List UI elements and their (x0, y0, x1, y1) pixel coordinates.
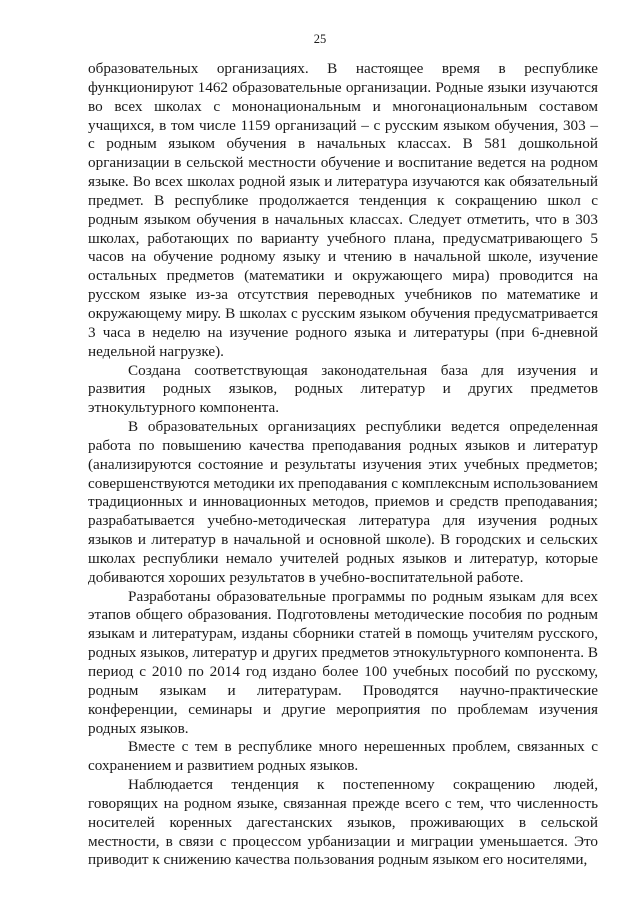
paragraph-teaching-quality: В образовательных организациях республики ведется определенная работа по повышению качества преподавания родных языков и литератур (анализируются состояние и результаты изучения этих учебных предметов; совершенствуются методики их преподавания с комплексным использованием традиционных и инновационных методов, приемов и средств преподавания; разрабатывается учебно-методическая литература для изучения родных языков и литератур в начальной и основной школе). В городских и сельских школах республики немало учителей родных языков и литератур, которые добиваются хороших результатов в учебно-воспитательной работе. (88, 418, 598, 586)
paragraph-educational-programs: Разработаны образовательные программы по родным языкам для всех этапов общего образования. Подготовлены методические пособия по родным языкам и литературам, изданы сборники статей в помощь учителям русского, родных языков, литератур и других предметов этнокультурного компонента. В период с 2010 по 2014 год издано более 100 учебных пособий по русскому, родным языкам и литературам. Проводятся научно-практические конференции, семинары и другие мероприятия по проблемам изучения родных языков. (88, 587, 598, 737)
page-number: 25 (313, 32, 327, 46)
paragraph-continued: образовательных организациях. В настоящее время в республике функционируют 1462 образовательные организации. Родные языки изучаются во всех школах с мононациональным и многонациональным составом учащихся, в том числе 1159 организаций – с русским языком обучения, 303 – с родным языком обучения в начальных классах. В 581 дошкольной организации в сельской местности обучение и воспитание ведется на родном языке. Во всех школах родной язык и литература изучаются как обязательный предмет. В республике продолжается тенденция к сокращению школ с родным языком обучения в начальных классах. Следует отметить, что в 303 школах, работающих по варианту учебного плана, предусматривающего 5 часов на обучение родному языку и чтению в начальной школе, изучение остальных предметов (математики и окружающего мира) проводится на русском языке из-за отсутствия переводных учебников по математике и окружающему миру. В школах с русским языком обучения предусматривается 3 часа в неделю на изучение родного языка и литературы (при 6-дневной недельной нагрузке). (88, 60, 598, 360)
paragraph-legislative-base: Создана соответствующая законодательная база для изучения и развития родных языков, родных литератур и других предметов этнокультурного компонента. (88, 361, 598, 417)
paragraph-unsolved-problems: Вместе с тем в республике много нерешенных проблем, связанных с сохранением и развитием родных языков. (88, 738, 598, 775)
paragraph-declining-speakers: Наблюдается тенденция к постепенному сокращению людей, говорящих на родном языке, связанная прежде всего с тем, что численность носителей коренных дагестанских языков, проживающих в сельской местности, в связи с процессом урбанизации и миграции уменьшается. Это приводит к снижению качества пользования родным языком его носителями, (88, 776, 598, 869)
document-body (88, 60, 598, 870)
